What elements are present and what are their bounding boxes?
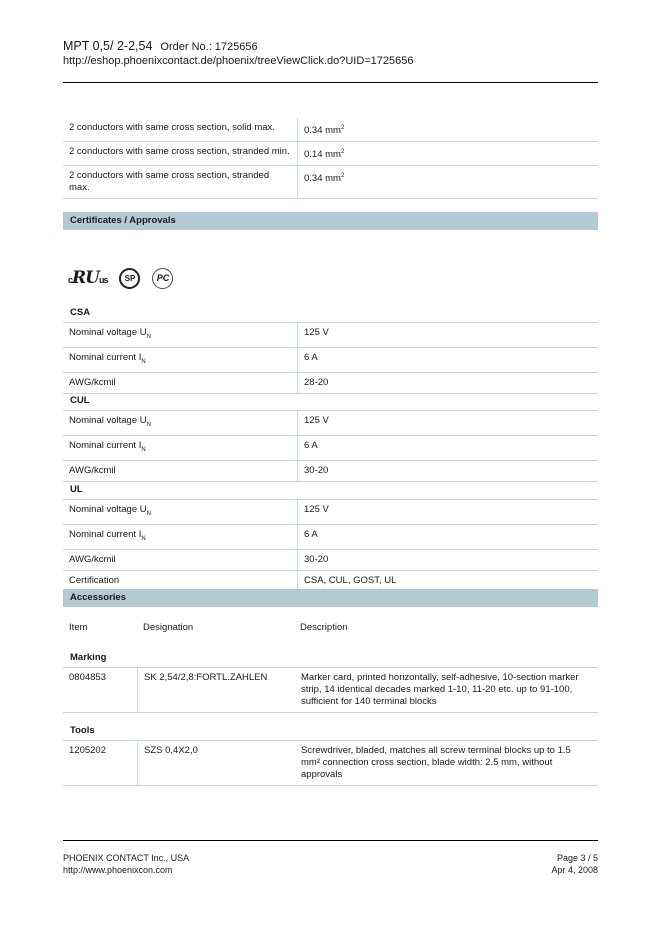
table-row bbox=[63, 460, 598, 481]
row-label: AWG/kcmil bbox=[63, 549, 298, 570]
accessories-table bbox=[63, 618, 598, 638]
footer-company: PHOENIX CONTACT Inc., USA bbox=[63, 853, 190, 863]
marking-table bbox=[63, 667, 598, 713]
table-row bbox=[63, 668, 598, 713]
row-value: 30-20 bbox=[298, 460, 599, 481]
csa-table bbox=[63, 322, 598, 394]
table-row bbox=[63, 741, 598, 786]
row-value: 6 A bbox=[298, 524, 599, 549]
header-designation: Designation bbox=[143, 622, 194, 633]
row-label: Nominal current $I_N$ bbox=[63, 435, 298, 460]
csa-logo-icon: SP bbox=[119, 268, 140, 289]
designation: SK 2,54/2,8:FORTL.ZAHLEN bbox=[138, 668, 296, 713]
row-label: AWG/kcmil bbox=[63, 372, 298, 393]
row-label: Nominal voltage $U_N$ bbox=[63, 500, 298, 525]
marking-title: Marking bbox=[70, 652, 107, 663]
cul-logo-icon: cRUus bbox=[68, 268, 108, 288]
table-row bbox=[63, 372, 598, 393]
ul-section bbox=[63, 499, 598, 592]
table-row bbox=[63, 142, 598, 166]
ul-title: UL bbox=[70, 484, 83, 495]
tools-section bbox=[63, 740, 598, 786]
footer-divider bbox=[63, 840, 598, 841]
column-headers bbox=[63, 618, 598, 638]
row-value: 28-20 bbox=[298, 372, 599, 393]
spec-value: 0.34 $mm^2$ bbox=[298, 166, 599, 199]
table-row bbox=[63, 500, 598, 525]
product-name: MPT 0,5/ 2-2,54 bbox=[63, 39, 153, 53]
footer-website[interactable]: http://www.phoenixcon.com bbox=[63, 865, 173, 875]
table-row bbox=[63, 323, 598, 348]
row-value: 6 A bbox=[298, 347, 599, 372]
row-label: Nominal current $I_N$ bbox=[63, 524, 298, 549]
item-number: 0804853 bbox=[63, 668, 138, 713]
row-value: 125 V bbox=[298, 323, 599, 348]
spec-label: 2 conductors with same cross section, solid max. bbox=[63, 118, 298, 142]
order-number: Order No.: 1725656 bbox=[160, 41, 258, 53]
page-title bbox=[63, 39, 258, 53]
row-value: 6 A bbox=[298, 435, 599, 460]
conductor-specs bbox=[63, 118, 598, 199]
row-value: 125 V bbox=[298, 411, 599, 436]
row-label: Nominal voltage $U_N$ bbox=[63, 323, 298, 348]
certificates-heading: Certificates / Approvals bbox=[63, 212, 598, 230]
gost-logo-icon: PC bbox=[152, 268, 173, 289]
table-row bbox=[63, 524, 598, 549]
table-row bbox=[63, 166, 598, 199]
specs-table bbox=[63, 118, 598, 199]
row-label: Nominal voltage $U_N$ bbox=[63, 411, 298, 436]
row-value: 30-20 bbox=[298, 549, 599, 570]
table-row bbox=[63, 435, 598, 460]
page-number: Page 3 / 5 bbox=[556, 853, 598, 863]
spec-label: 2 conductors with same cross section, stranded min. bbox=[63, 142, 298, 166]
ul-table bbox=[63, 499, 598, 592]
footer-right bbox=[551, 852, 598, 876]
csa-section bbox=[63, 322, 598, 394]
table-row bbox=[63, 549, 598, 570]
approval-logos bbox=[68, 266, 173, 290]
description: Marker card, printed horizontally, self-adhesive, 10-section marker strip, 14 identical decades marked 1-10, 11-20 etc. up to 91-100, sufficient for 140 terminal blocks bbox=[295, 668, 598, 713]
cul-section bbox=[63, 410, 598, 482]
accessories-section bbox=[63, 618, 598, 638]
marking-section bbox=[63, 667, 598, 713]
cul-table bbox=[63, 410, 598, 482]
row-value: CSA, CUL, GOST, UL bbox=[298, 570, 599, 591]
table-row bbox=[63, 347, 598, 372]
row-label: Nominal current $I_N$ bbox=[63, 347, 298, 372]
row-label: Certification bbox=[63, 570, 298, 591]
cul-title: CUL bbox=[70, 395, 90, 406]
footer-date: Apr 4, 2008 bbox=[551, 865, 598, 875]
accessories-heading: Accessories bbox=[63, 589, 598, 607]
header-description: Description bbox=[300, 622, 348, 633]
row-label: AWG/kcmil bbox=[63, 460, 298, 481]
product-url[interactable]: http://eshop.phoenixcontact.de/phoenix/treeViewClick.do?UID=1725656 bbox=[63, 55, 414, 67]
row-value: 125 V bbox=[298, 500, 599, 525]
table-row bbox=[63, 411, 598, 436]
footer-left bbox=[63, 852, 189, 876]
header-item: Item bbox=[69, 622, 88, 633]
designation: SZS 0,4X2,0 bbox=[138, 741, 296, 786]
header-divider bbox=[63, 82, 598, 83]
table-row bbox=[63, 118, 598, 142]
tools-table bbox=[63, 740, 598, 786]
csa-title: CSA bbox=[70, 307, 91, 318]
tools-title: Tools bbox=[70, 725, 95, 736]
description: Screwdriver, bladed, matches all screw terminal blocks up to 1.5 mm² connection cross section, blade width: 2.5 mm, without approvals bbox=[295, 741, 598, 786]
spec-value: 0.34 $mm^2$ bbox=[298, 118, 599, 142]
item-number: 1205202 bbox=[63, 741, 138, 786]
spec-label: 2 conductors with same cross section, stranded max. bbox=[63, 166, 298, 199]
spec-value: 0.14 $mm^2$ bbox=[298, 142, 599, 166]
